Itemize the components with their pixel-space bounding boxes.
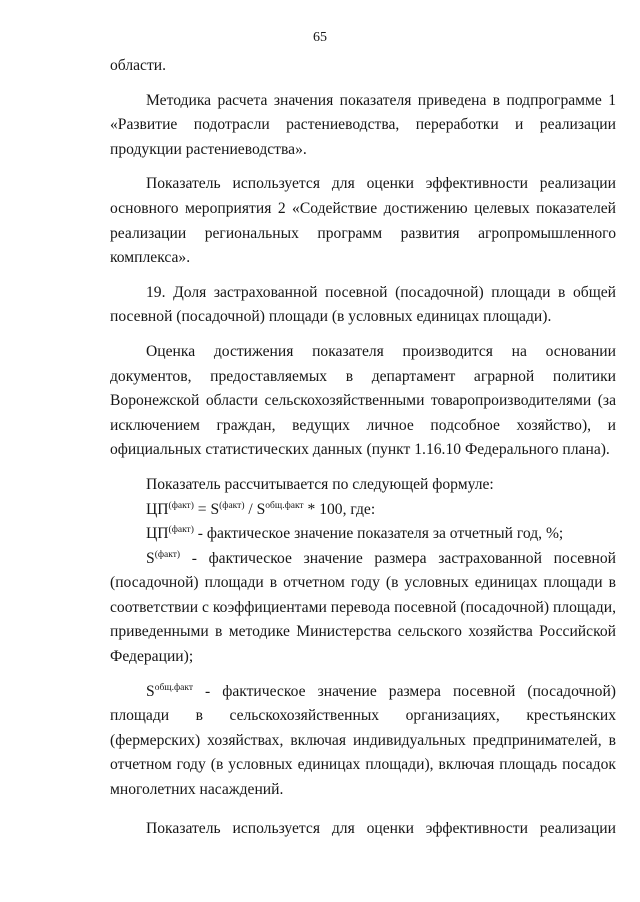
definition-cp-text: - фактическое значение показателя за отчетный год, %; <box>193 525 564 543</box>
formula-divide-s: / S <box>244 500 266 518</box>
paragraph-usage-main-event: Показатель используется для оценки эффективности реализации основного мероприятия 2 «Содействие достижению целевых показателей реализации региональных программ развития агропромышленного комплекса». <box>110 175 616 267</box>
definition-s-fact <box>110 547 616 670</box>
formula-equals-s: = S <box>193 500 220 518</box>
definition-s-total-text: - фактическое значение размера посевной (посадочной) площади в сельскохозяйственных организациях, крестьянских (фермерских) хозяйствах, включая индивидуальных предпринимателей, в отчетном году (в условных единицах площади), включая площадь посадок многолетних насаждений. <box>110 682 616 799</box>
paragraph-usage-trailing: Показатель используется для оценки эффективности реализации <box>146 819 616 837</box>
definition-s-fact-symbol: S <box>146 549 155 567</box>
paragraph-formula-intro: Показатель рассчитывается по следующей формуле: <box>146 475 494 493</box>
formula-tail: * 100, где: <box>303 500 376 518</box>
definition-s-total <box>110 680 616 803</box>
definition-s-total-symbol: S <box>146 682 155 700</box>
formula-lhs-superscript: (факт) <box>168 500 194 511</box>
definition-s-total-superscript: общ.факт <box>154 682 193 693</box>
definition-cp-symbol: ЦП <box>146 525 169 543</box>
definition-s-fact-superscript: (факт) <box>154 549 181 560</box>
page-number: 65 <box>313 30 327 45</box>
definition-cp-superscript: (факт) <box>168 525 194 536</box>
paragraph-assessment: Оценка достижения показателя производится на основании документов, предоставляемых в департамент аграрной политики Воронежской области сельскохозяйственными товаропроизводителями (за исключением граждан, ведущих личное подсобное хозяйство), и официальных статистических данных (пункт 1.16.10 Федерального плана). <box>110 342 616 459</box>
formula-s-superscript: (факт) <box>219 500 245 511</box>
definition-s-fact-text: - фактическое значение размера застрахованной посевной (посадочной) площади в отчетном году (в условных единицах площади в соответствии с коэффициентами перевода посевной (посадочной) площади, приведенными в методике Министерства сельского хозяйства Российской Федерации); <box>110 549 616 666</box>
paragraph-indicator-19-title: 19. Доля застрахованной посевной (посадочной) площади в общей посевной (посадочной) площади (в условных единицах площади). <box>110 283 616 326</box>
formula-lhs: ЦП <box>146 500 169 518</box>
paragraph-continuation: области. <box>110 57 167 74</box>
formula-s2-superscript: общ.факт <box>265 500 304 511</box>
formula <box>110 498 616 523</box>
document-body <box>110 54 616 841</box>
paragraph-methodology: Методика расчета значения показателя приведена в подпрограмме 1 «Развитие подотрасли растениеводства, переработки и реализации продукции растениеводства». <box>110 91 616 158</box>
definition-cp <box>110 522 616 547</box>
